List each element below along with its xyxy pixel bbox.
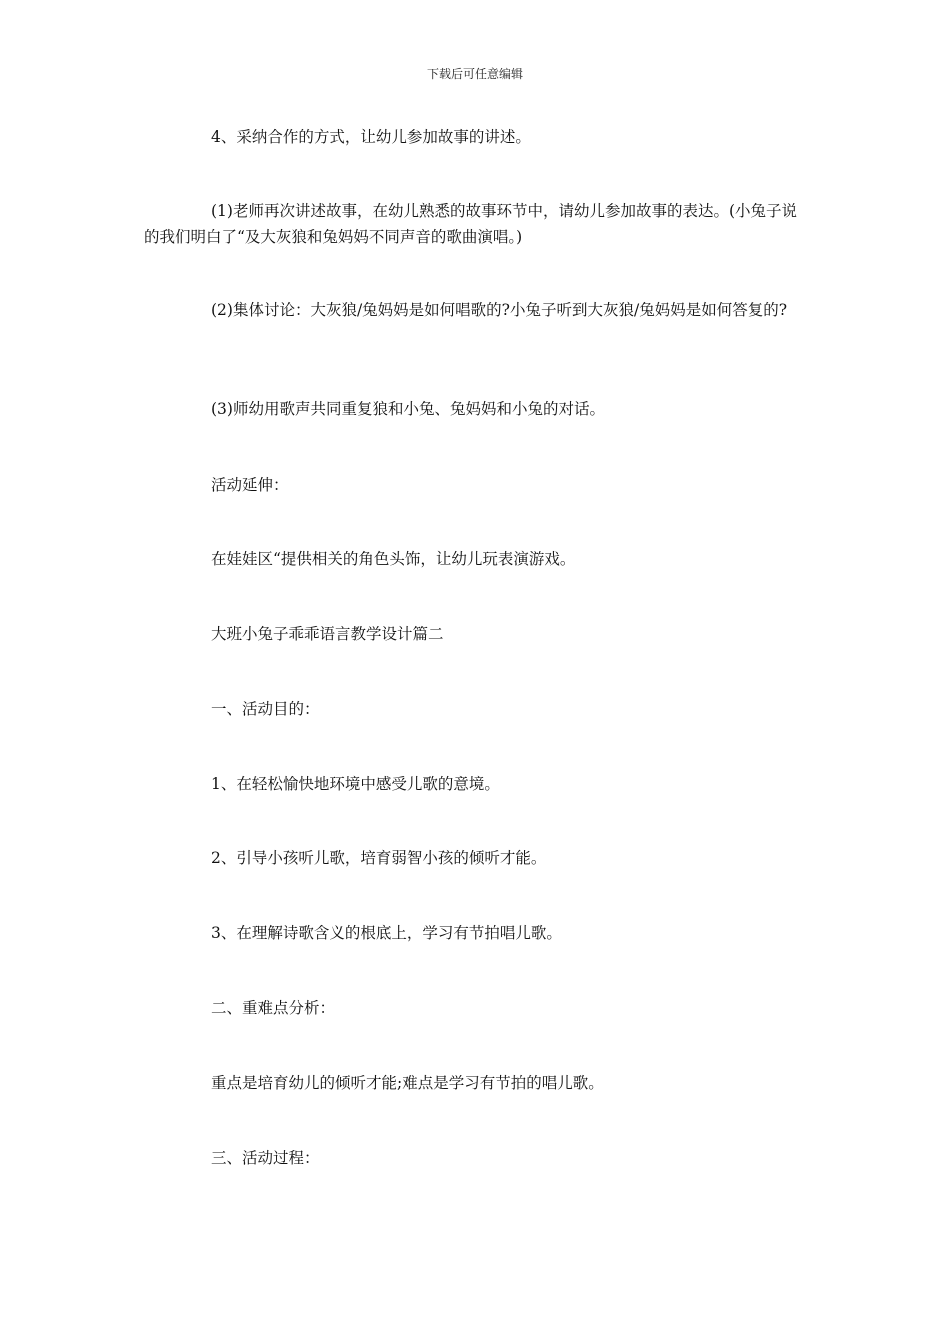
heading-activity-process: 三、活动过程：	[211, 1149, 320, 1167]
paragraph-key-points: 重点是培育幼儿的倾听才能;难点是学习有节拍的唱儿歌。	[211, 1074, 604, 1092]
paragraph-goal-2: 2、引导小孩听儿歌，培育弱智小孩的倾听才能。	[211, 849, 547, 867]
paragraph-step-4: 4、采纳合作的方式，让幼儿参加故事的讲述。	[211, 128, 531, 146]
paragraph-goal-1: 1、在轻松愉快地环境中感受儿歌的意境。	[211, 775, 500, 793]
section-title-part-two: 大班小兔子乖乖语言教学设计篇二	[211, 625, 444, 643]
paragraph-activity-extension: 活动延伸：	[211, 476, 289, 494]
page-header: 下载后可任意编辑	[426, 67, 523, 81]
heading-activity-goals: 一、活动目的：	[211, 700, 320, 718]
paragraph-step-4-2: (2)集体讨论：大灰狼/兔妈妈是如何唱歌的?小兔子听到大灰狼/兔妈妈是如何答复的?	[211, 301, 788, 319]
heading-key-points: 二、重难点分析：	[211, 999, 336, 1017]
paragraph-step-4-3: (3)师幼用歌声共同重复狼和小兔、兔妈妈和小兔的对话。	[211, 400, 605, 418]
paragraph-goal-3: 3、在理解诗歌含义的根底上，学习有节拍唱儿歌。	[211, 924, 562, 942]
paragraph-step-4-1: (1)老师再次讲述故事，在幼儿熟悉的故事环节中，请幼儿参加故事的表达。(小兔子说的我们明白了“及大灰狼和兔妈妈不同声音的歌曲演唱。)	[144, 202, 798, 246]
paragraph-extension-content: 在娃娃区“提供相关的角色头饰，让幼儿玩表演游戏。	[211, 550, 576, 568]
